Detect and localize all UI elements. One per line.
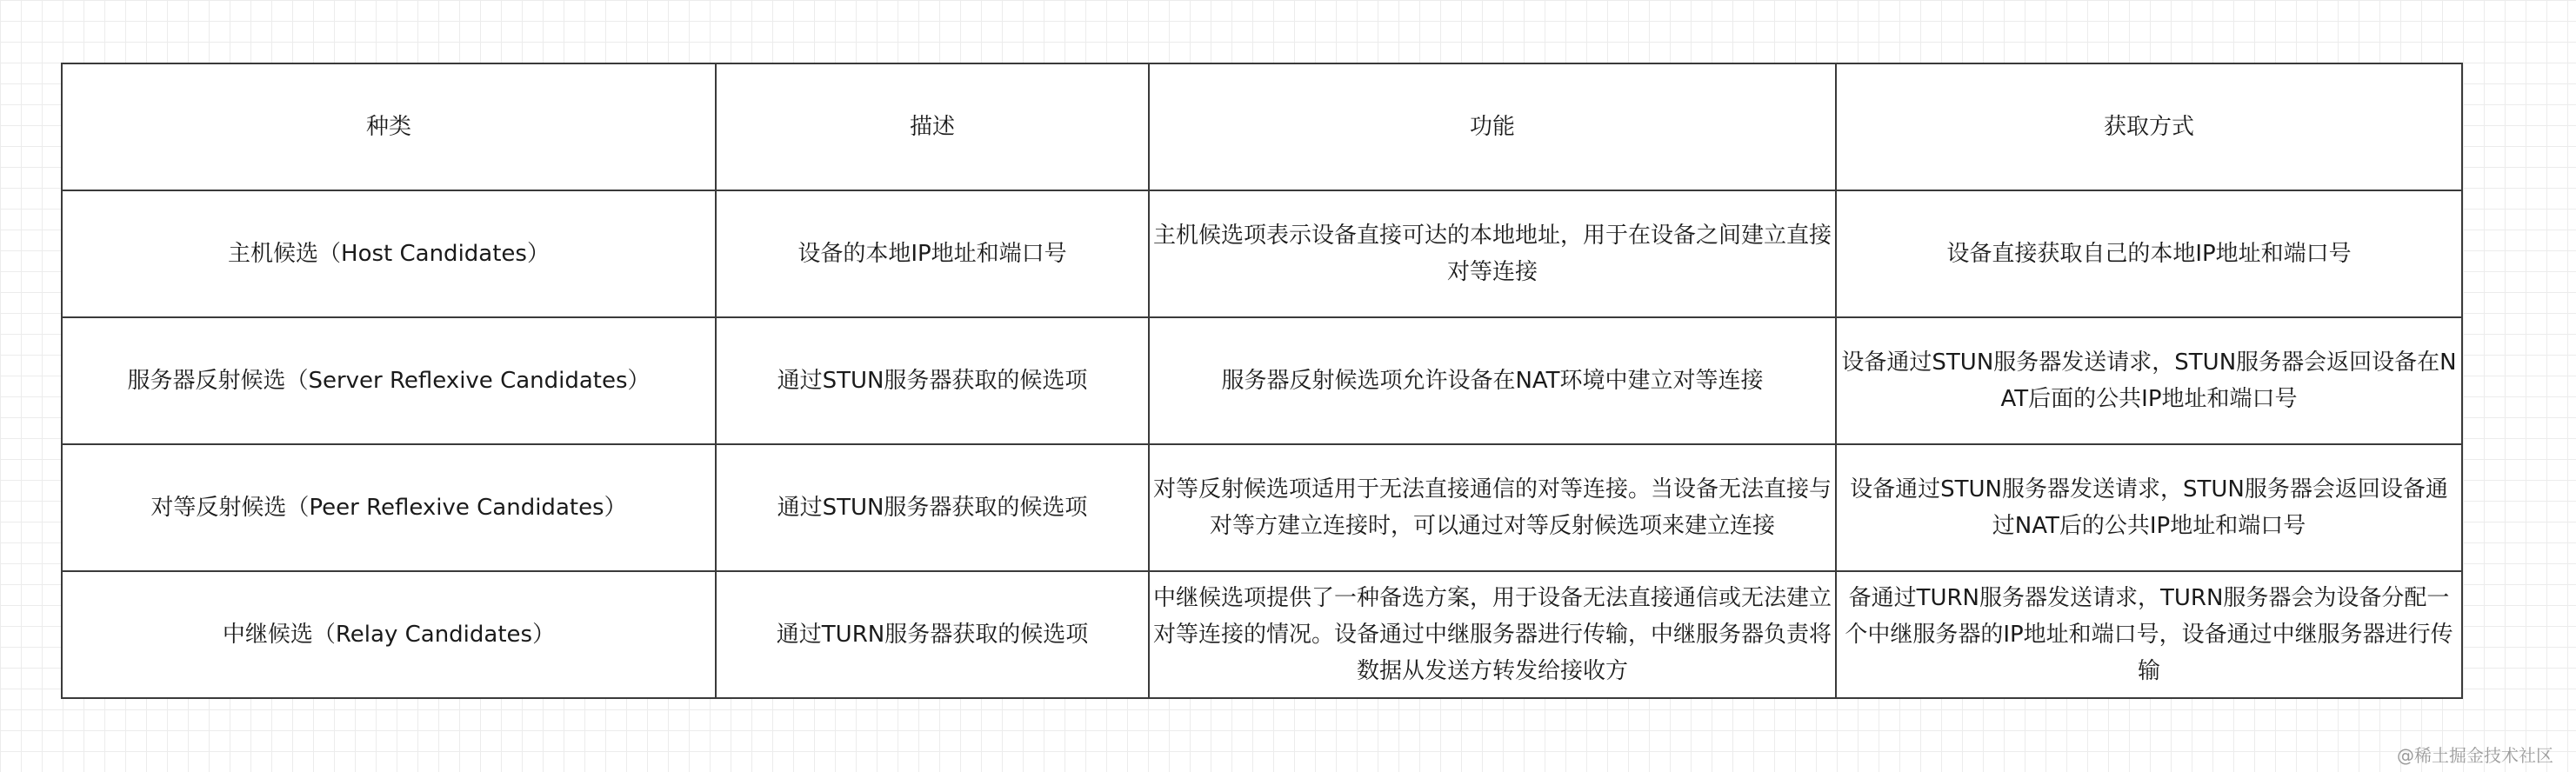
table-cell: 对等反射候选项适用于无法直接通信的对等连接。当设备无法直接与对等方建立连接时，可以通过对等反射候选项来建立连接 <box>1149 444 1836 571</box>
table-row <box>62 190 2462 317</box>
table-row <box>62 571 2462 698</box>
table-cell: 中继候选项提供了一种备选方案，用于设备无法直接通信或无法建立对等连接的情况。设备通过中继服务器进行传输，中继服务器负责将数据从发送方转发给接收方 <box>1149 571 1836 698</box>
watermark: @稀土掘金技术社区 <box>2397 745 2553 766</box>
table-cell: 设备的本地IP地址和端口号 <box>716 190 1149 317</box>
table-cell: 主机候选（Host Candidates） <box>62 190 716 317</box>
table-cell: 设备通过STUN服务器发送请求，STUN服务器会返回设备通过NAT后的公共IP地址和端口号 <box>1836 444 2462 571</box>
table-cell: 服务器反射候选（Server Reflexive Candidates） <box>62 317 716 444</box>
header-cell-acquisition: 获取方式 <box>1836 63 2462 190</box>
table-cell: 通过TURN服务器获取的候选项 <box>716 571 1149 698</box>
table-cell: 通过STUN服务器获取的候选项 <box>716 317 1149 444</box>
candidates-table <box>61 63 2463 699</box>
table-cell: 服务器反射候选项允许设备在NAT环境中建立对等连接 <box>1149 317 1836 444</box>
header-cell-type: 种类 <box>62 63 716 190</box>
header-cell-function: 功能 <box>1149 63 1836 190</box>
header-cell-description: 描述 <box>716 63 1149 190</box>
table-cell: 对等反射候选（Peer Reflexive Candidates） <box>62 444 716 571</box>
table-cell: 设备直接获取自己的本地IP地址和端口号 <box>1836 190 2462 317</box>
table-row <box>62 317 2462 444</box>
table-cell: 备通过TURN服务器发送请求，TURN服务器会为设备分配一个中继服务器的IP地址和端口号，设备通过中继服务器进行传输 <box>1836 571 2462 698</box>
table-cell: 设备通过STUN服务器发送请求，STUN服务器会返回设备在NAT后面的公共IP地址和端口号 <box>1836 317 2462 444</box>
table-row <box>62 444 2462 571</box>
table-cell: 中继候选（Relay Candidates） <box>62 571 716 698</box>
candidates-table-container <box>61 63 2461 697</box>
table-header-row <box>62 63 2462 190</box>
table-cell: 通过STUN服务器获取的候选项 <box>716 444 1149 571</box>
table-cell: 主机候选项表示设备直接可达的本地地址，用于在设备之间建立直接对等连接 <box>1149 190 1836 317</box>
